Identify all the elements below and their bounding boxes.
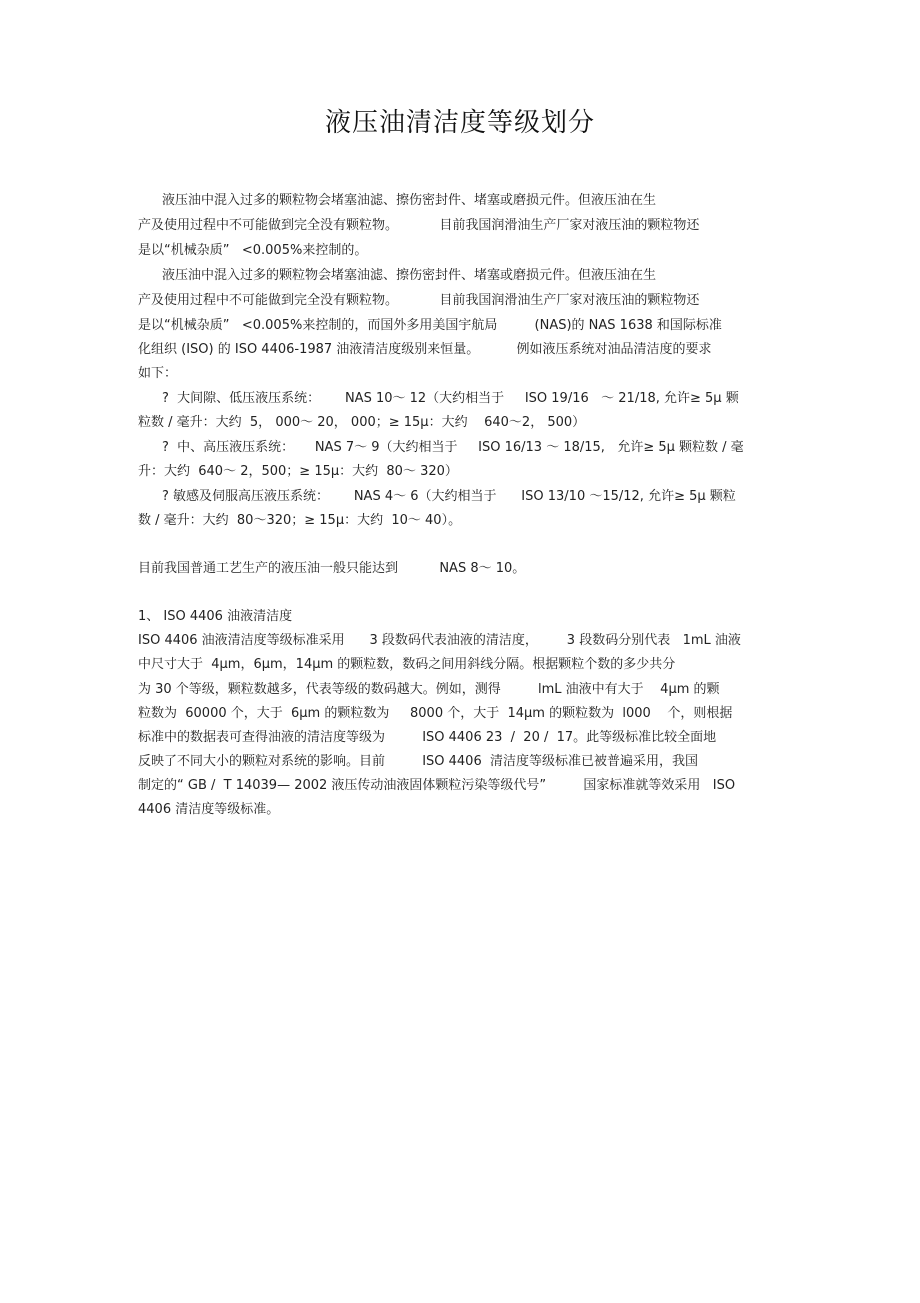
document-title: 液压油清洁度等级划分 [324,108,595,138]
paragraph-line: 产及使用过程中不可能做到完全没有颗粒物。 目前我国润滑油生产厂家对液压油的颗粒物还 [138,218,700,233]
list-item-line: 升：大约 640～ 2，500；≥ 15μ：大约 80～ 320） [138,464,458,479]
list-item-line: ? 敏感及伺服高压液压系统： NAS 4～ 6（大约相当于 ISO 13/10 ～15/12, 允许≥ 5μ 颗粒 [162,489,736,504]
paragraph-line: 制定的“ GB / T 14039— 2002 液压传动油液固体颗粒污染等级代号” 国家标准就等效采用 ISO [138,778,736,793]
paragraph-line: 液压油中混入过多的颗粒物会堵塞油滤、擦伤密封件、堵塞或磨损元件。但液压油在生 [162,268,657,283]
paragraph-line: 液压油中混入过多的颗粒物会堵塞油滤、擦伤密封件、堵塞或磨损元件。但液压油在生 [162,193,657,208]
section-heading: 1、 ISO 4406 油液清洁度 [138,609,293,624]
list-item-line: 粒数 / 毫升：大约 5， 000～ 20， 000；≥ 15μ：大约 640～2， 500） [138,415,586,430]
paragraph-line: 标准中的数据表可查得油液的清洁度等级为 ISO 4406 23 / 20 / 17。此等级标准比较全面地 [138,730,717,745]
list-item-line: 数 / 毫升：大约 80～320；≥ 15μ：大约 10～ 40）。 [138,513,462,528]
paragraph-line: 为 30 个等级，颗粒数越多，代表等级的数码越大。例如，测得 lmL 油液中有大于 4μm 的颗 [138,682,720,697]
paragraph-line: 化组织 (ISO) 的 ISO 4406-1987 油液清洁度级别来恒量。 例如液压系统对油品清洁度的要求 [138,342,712,357]
paragraph-line: 是以“机械杂质” <0.005%来控制的，而国外多用美国宇航局 (NAS)的 NAS 1638 和国际标准 [138,318,722,333]
paragraph-line: 反映了不同大小的颗粒对系统的影响。目前 ISO 4406 清洁度等级标准已被普遍采用，我国 [138,754,698,769]
paragraph-line: 4406 清洁度等级标准。 [138,802,280,817]
list-item-line: ? 中、高压液压系统： NAS 7～ 9（大约相当于 ISO 16/13 ～ 18/15, 允许≥ 5μ 颗粒数 / 毫 [162,440,744,455]
paragraph-line: 粒数为 60000 个，大于 6μm 的颗粒数为 8000 个，大于 14μm 的颗粒数为 l000 个，则根据 [138,706,733,721]
paragraph-line: ISO 4406 油液清洁度等级标准采用 3 段数码代表油液的清洁度， 3 段数码分别代表 1mL 油液 [138,633,741,648]
list-item-line: ? 大间隙、低压液压系统： NAS 10～ 12（大约相当于 ISO 19/16 ～ 21/18, 允许≥ 5μ 颗 [162,391,739,406]
paragraph-line: 中尺寸大于 4μm，6μm，14μm 的颗粒数，数码之间用斜线分隔。根据颗粒个数的多少共分 [138,657,676,672]
paragraph-line: 如下： [138,366,178,381]
paragraph-line: 目前我国普通工艺生产的液压油一般只能达到 NAS 8～ 10。 [138,561,526,576]
paragraph-line: 产及使用过程中不可能做到完全没有颗粒物。 目前我国润滑油生产厂家对液压油的颗粒物还 [138,293,700,308]
paragraph-line: 是以“机械杂质” <0.005%来控制的。 [138,243,368,258]
